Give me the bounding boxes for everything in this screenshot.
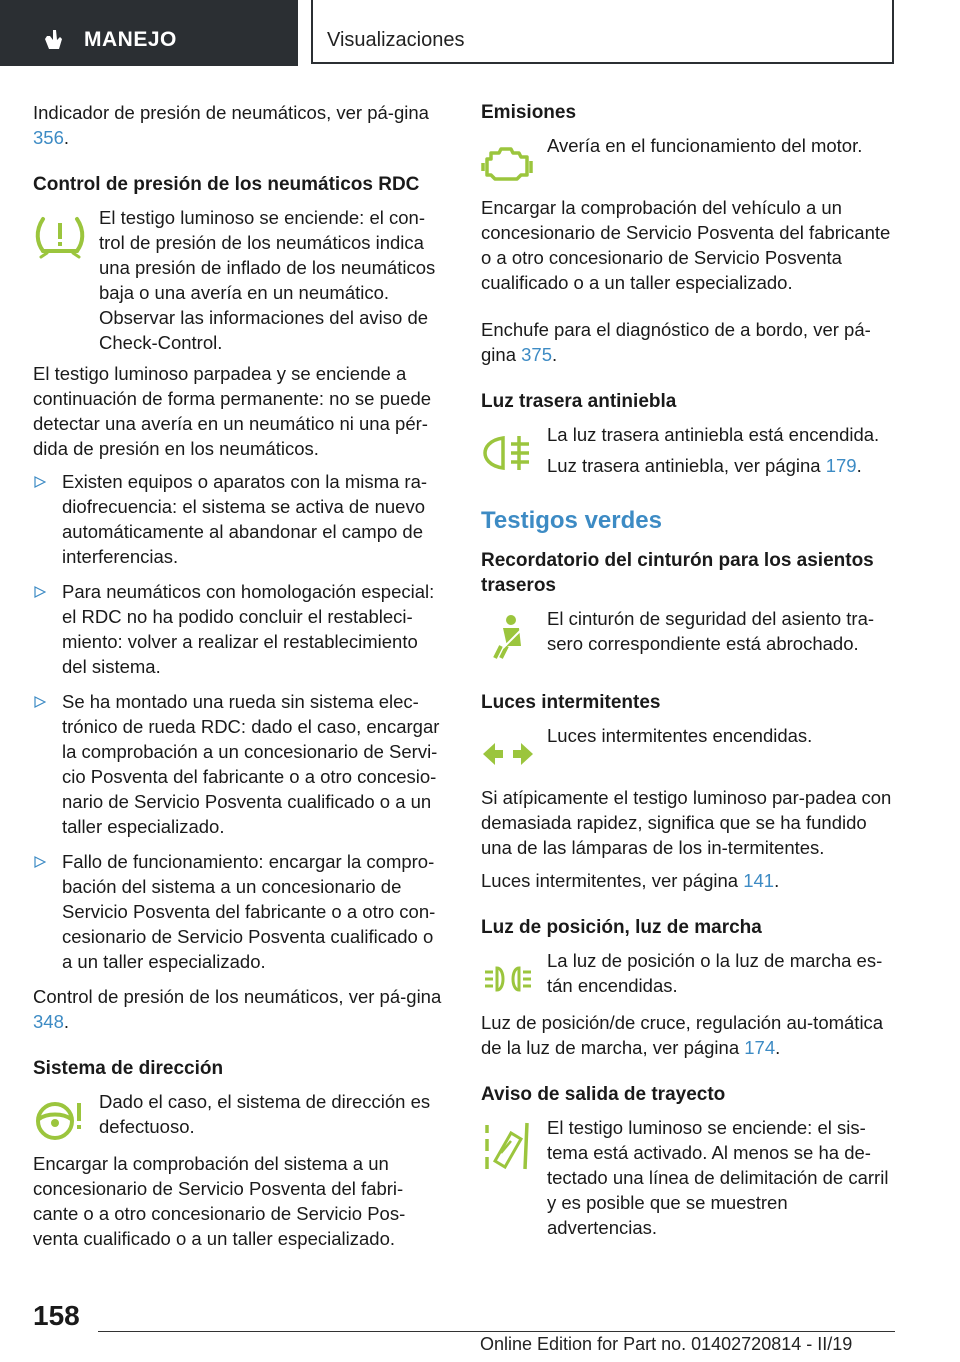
rdc-text-1: El testigo luminoso se enciende: el con-trol de presión de los neumáticos indica una presión de inflado de los neumáticos baja o una avería en un neumático. Observar las informaciones del aviso de Check-Control. bbox=[99, 207, 436, 353]
position-light-icon bbox=[481, 954, 535, 1004]
position-block bbox=[481, 948, 895, 1010]
page-link[interactable]: 348 bbox=[33, 1011, 64, 1032]
emissions-text-2: Encargar la comprobación del vehículo a un concesionario de Servicio Posventa del fabricante o a otro concesionario de Servicio Posventa cualificado o a un taller especializado. bbox=[481, 197, 891, 293]
turn-text-1: Luces intermitentes encendidas. bbox=[547, 725, 813, 746]
page-number: 158 bbox=[33, 1300, 80, 1331]
turn-signal-icon bbox=[481, 729, 535, 779]
emissions-block bbox=[481, 133, 895, 195]
engine-check-icon bbox=[481, 139, 535, 189]
lane-departure-icon bbox=[481, 1121, 535, 1171]
page-link[interactable]: 141 bbox=[743, 870, 775, 891]
turn-text-2: Si atípicamente el testigo luminoso par-padea con demasiada rapidez, significa que se ha fundido una de las lámparas de los in-termitentes. bbox=[481, 787, 892, 858]
fog-heading: Luz trasera antiniebla bbox=[481, 391, 677, 412]
rdc-bullet-list bbox=[33, 469, 445, 974]
rdc-reference: Control de presión de los neumáticos, ver pá-gina 348. bbox=[33, 986, 442, 1032]
turn-reference: Luces intermitentes, ver página 141. bbox=[481, 870, 780, 891]
tire-pressure-warning-icon bbox=[33, 211, 87, 261]
triangle-bullet-icon bbox=[34, 856, 46, 868]
list-item: Existen equipos o aparatos con la misma ra-diofrecuencia: el sistema se activa de nuevo automáticamente al abandonar el campo de interferencias. bbox=[33, 469, 445, 569]
emissions-reference: Enchufe para el diagnóstico de a bordo, ver pá-gina 375. bbox=[481, 319, 871, 365]
chapter-tab bbox=[311, 0, 894, 64]
left-column bbox=[33, 100, 445, 1259]
lane-text: El testigo luminoso se enciende: el sis-tema está activado. Al menos se ha de-tectado una línea de delimitación de carril y es posible que se muestren advertencias. bbox=[547, 1117, 889, 1238]
triangle-bullet-icon bbox=[34, 586, 46, 598]
rdc-block bbox=[33, 205, 445, 355]
lane-block bbox=[481, 1115, 895, 1177]
list-item: Fallo de funcionamiento: encargar la compro-bación del sistema a un concesionario de Servicio Posventa del fabricante o a otro con-cesionario de Servicio Posventa cualificado o a un taller especializado. bbox=[33, 849, 445, 974]
triangle-bullet-icon bbox=[34, 696, 46, 708]
list-item: Para neumáticos con homologación especial: el RDC no ha podido concluir el restableci-miento: volver a realizar el restablecimiento del sistema. bbox=[33, 579, 445, 679]
position-heading: Luz de posición, luz de marcha bbox=[481, 917, 762, 938]
triangle-bullet-icon bbox=[34, 476, 46, 488]
rdc-heading: Control de presión de los neumáticos RDC bbox=[33, 174, 420, 195]
green-indicators-heading: Testigos verdes bbox=[481, 507, 662, 534]
section-title: MANEJO bbox=[84, 28, 177, 51]
lane-heading: Aviso de salida de trayecto bbox=[481, 1084, 726, 1105]
belt-text: El cinturón de seguridad del asiento tra-sero correspondiente está abrochado. bbox=[547, 608, 875, 654]
hand-icon bbox=[40, 27, 66, 53]
right-column bbox=[481, 100, 895, 1248]
page-link[interactable]: 375 bbox=[521, 344, 552, 365]
seatbelt-icon bbox=[481, 612, 535, 662]
steering-warning-icon bbox=[33, 1095, 87, 1145]
footer-edition: Online Edition for Part no. 01402720814 - II/19 bbox=[480, 1334, 853, 1354]
position-reference: Luz de posición/de cruce, regulación au-tomática de la luz de marcha, ver página 174. bbox=[481, 1012, 884, 1058]
page-link[interactable]: 356 bbox=[33, 127, 64, 148]
page-link[interactable]: 174 bbox=[744, 1037, 776, 1058]
rear-fog-light-icon bbox=[481, 428, 535, 478]
list-item: Se ha montado una rueda sin sistema elec-trónico de rueda RDC: dado el caso, encargar la comprobación a un concesionario de Servi-cio Posventa del fabricante o a otro concesio-nario de Servicio Posventa cualificado o a un taller especializado. bbox=[33, 689, 445, 839]
emissions-text-1: Avería en el funcionamiento del motor. bbox=[547, 135, 863, 156]
page-header bbox=[0, 0, 960, 66]
position-text-1: La luz de posición o la luz de marcha es-tán encendidas. bbox=[547, 950, 883, 996]
fog-reference: Luz trasera antiniebla, ver página 179. bbox=[547, 455, 862, 476]
belt-heading: Recordatorio del cinturón para los asientos traseros bbox=[481, 550, 874, 596]
steering-text-2-full: Encargar la comprobación del sistema a un concesionario de Servicio Posventa del fabri-cante o a otro concesionario de Servicio Pos-venta cualificado o a un taller especializado. bbox=[33, 1153, 406, 1249]
fog-block bbox=[481, 422, 895, 484]
intro-paragraph: Indicador de presión de neumáticos, ver pá-gina 356. bbox=[33, 102, 429, 148]
turn-block bbox=[481, 723, 895, 785]
page-link[interactable]: 179 bbox=[825, 455, 857, 476]
turn-heading: Luces intermitentes bbox=[481, 692, 661, 713]
rdc-text-2: El testigo luminoso parpadea y se enciende a continuación de forma permanente: no se puede detectar una avería en un neumático ni una pér-dida de presión en los neumáticos. bbox=[33, 363, 432, 459]
section-tab bbox=[0, 0, 298, 66]
steering-block bbox=[33, 1089, 445, 1151]
belt-block bbox=[481, 606, 895, 668]
emissions-heading: Emisiones bbox=[481, 102, 577, 123]
steering-heading: Sistema de dirección bbox=[33, 1058, 224, 1079]
chapter-title: Visualizaciones bbox=[327, 29, 465, 51]
fog-text-1: La luz trasera antiniebla está encendida. bbox=[547, 424, 880, 445]
steering-text-1: Dado el caso, el sistema de dirección es defectuoso. bbox=[99, 1091, 431, 1137]
footer-divider bbox=[98, 1331, 895, 1332]
